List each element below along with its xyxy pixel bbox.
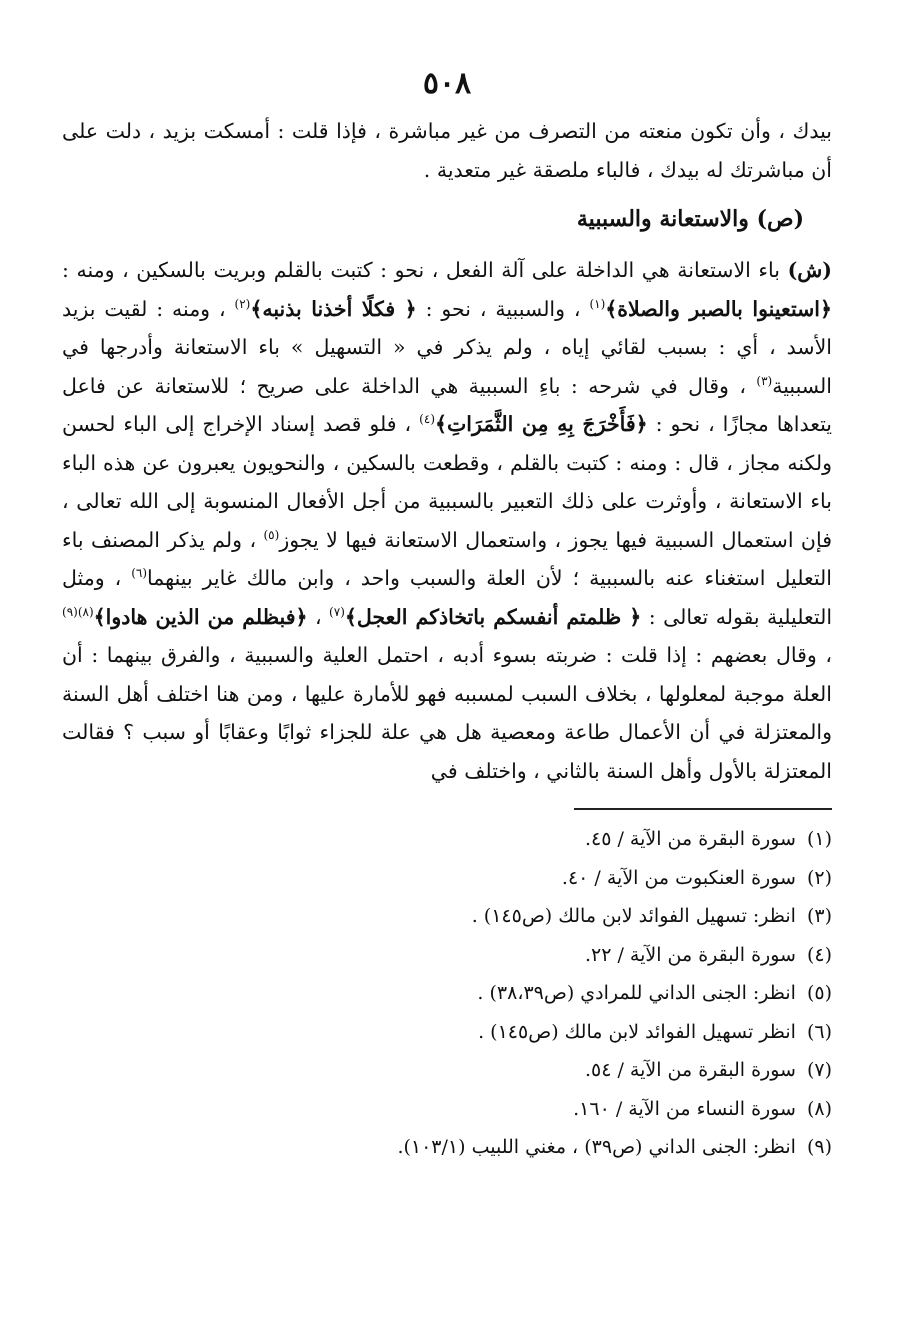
- footnote-item: [62, 820, 832, 859]
- footnote-item: [62, 1013, 832, 1052]
- footnote-text: انظر: الجنى الداني (ص٣٩) ، مغني اللبيب (١٠٣/١).: [397, 1136, 796, 1158]
- quran-verse: ﴿استعينوا بالصبر والصلاة﴾: [605, 296, 833, 321]
- footnote-text: انظر تسهيل الفوائد لابن مالك (ص١٤٥) .: [478, 1020, 796, 1043]
- footnote-text: سورة النساء من الآية / ١٦٠.: [573, 1097, 796, 1120]
- footnote-ref[interactable]: (١): [589, 296, 606, 311]
- quran-verse: ﴿ ظلمتم أنفسكم باتخاذكم العجل﴾: [344, 604, 642, 629]
- footnote-item: [62, 897, 832, 936]
- quran-verse: ﴿فَأَخْرَجَ بِهِ مِن الثَّمَرَاتِ﴾: [435, 412, 648, 436]
- text-segment: ، فلو قصد إسناد الإخراج إلى الباء لحسن ولكنه مجاز ، قال : ومنه : كتبت بالقلم ، وقطعت بالسكين ، والنحويون يعبرون عن هذه الباء باء الاستعانة ، وأوثرت على ذلك التعبير بالسببية من أجل الأفعال المنسوبة إلى الله تعالى ، فإن استعمال السببية فيها يجوز ، واستعمال الاستعانة فيها لا يجوز: [62, 412, 833, 552]
- footnote-ref[interactable]: (٣): [756, 373, 773, 388]
- footnote-number: (٣): [806, 905, 832, 927]
- text-segment: ،: [307, 604, 330, 629]
- text-segment: ، وقال بعضهم : إذا قلت : ضربته بسوء أدبه ، احتمل العلية والسببية ، والفرق بينهما : أن العلة موجبة لمعلولها ، بخلاف السبب لمسببه فهو للأمارة عليها ، ومن هنا اختلف أهل السنة والمعتزلة في أن الأعمال طاعة ومعصية هل هي علة للجزاء ثوابًا وعقابًا أو سبب ؟ فقالت المعتزلة بالأول وأهل السنة بالثاني ، واختلف في: [62, 643, 832, 783]
- footnote-number: (٤): [806, 943, 832, 966]
- text-segment: ، ومثل التعليلية بقوله تعالى :: [62, 566, 833, 629]
- footnote-number: (٧): [806, 1059, 832, 1081]
- footnote-number: (٢): [806, 866, 832, 889]
- text-segment: باء الاستعانة هي الداخلة على آلة الفعل ، نحو : كتبت بالقلم وبريت بالسكين ، ومنه :: [62, 258, 788, 282]
- footnote-number: (٩): [806, 1136, 832, 1158]
- footnote-item: [62, 1051, 832, 1090]
- document-page: [62, 64, 832, 1167]
- footnote-ref[interactable]: (٤): [419, 412, 435, 427]
- footnote-item: [62, 1128, 832, 1167]
- footnote-divider: [574, 808, 832, 810]
- footnote-ref[interactable]: (٥): [263, 527, 280, 542]
- footnote-text: سورة البقرة من الآية / ٥٤.: [584, 1059, 796, 1081]
- footnote-item: [62, 859, 832, 898]
- footnote-number: (٥): [806, 982, 832, 1004]
- page-number: ٥٠٨: [422, 66, 472, 101]
- footnote-text: سورة البقرة من الآية / ٤٥.: [584, 828, 796, 850]
- commentary-paragraph: [62, 251, 832, 790]
- text-segment: ، والسببية ، نحو :: [416, 296, 590, 321]
- footnote-item: [62, 1090, 832, 1129]
- text-segment: ، ومنه : لقيت بزيد الأسد ، أي : بسبب لقائي إياه ، ولم يذكر في « التسهيل » باء الاستعانة وأدرجها في السببية: [62, 296, 832, 398]
- footnote-item: [62, 974, 832, 1013]
- footnote-text: سورة العنكبوت من الآية / ٤٠.: [561, 866, 796, 889]
- footnote-text: انظر: الجنى الداني للمرادي (ص٣٨،٣٩) .: [477, 982, 796, 1004]
- footnotes-list: [62, 820, 832, 1167]
- footnote-ref[interactable]: (٦): [131, 566, 148, 581]
- quran-verse: ﴿فبظلم من الذين هادوا﴾: [93, 604, 308, 629]
- footnote-text: انظر: تسهيل الفوائد لابن مالك (ص١٤٥) .: [471, 905, 796, 927]
- commentary-marker: (ش): [787, 258, 832, 282]
- intro-paragraph: بيدك ، وأن تكون منعته من التصرف من غير مباشرة ، فإذا قلت : أمسكت بزيد ، دلت على أن مباشرتك له بيدك ، فالباء ملصقة غير متعدية .: [62, 119, 832, 182]
- footnote-ref[interactable]: (٨)(٩): [62, 604, 94, 619]
- section-heading: (ص) والاستعانة والسببية: [576, 206, 804, 232]
- footnote-number: (١): [806, 828, 832, 850]
- footnote-ref[interactable]: (٧): [329, 604, 345, 619]
- footnote-item: [62, 936, 832, 975]
- footnote-ref[interactable]: (٢): [234, 296, 251, 311]
- footnote-number: (٨): [806, 1097, 832, 1120]
- footnote-number: (٦): [806, 1020, 832, 1043]
- text-segment: ، ولم يذكر المصنف باء التعليل استغناء عنه بالسببية ؛ لأن العلة والسبب واحد ، وابن مالك غاير بينهما: [62, 527, 832, 590]
- quran-verse: ﴿ فكلًا أخذنا بذنبه﴾: [250, 296, 417, 321]
- text-segment: ، وقال في شرحه : باءِ السببية هي الداخلة على صريح ؛ للاستعانة عن فاعل يتعداها مجازًا ، نحو :: [62, 373, 832, 436]
- footnote-text: سورة البقرة من الآية / ٢٢.: [584, 943, 796, 966]
